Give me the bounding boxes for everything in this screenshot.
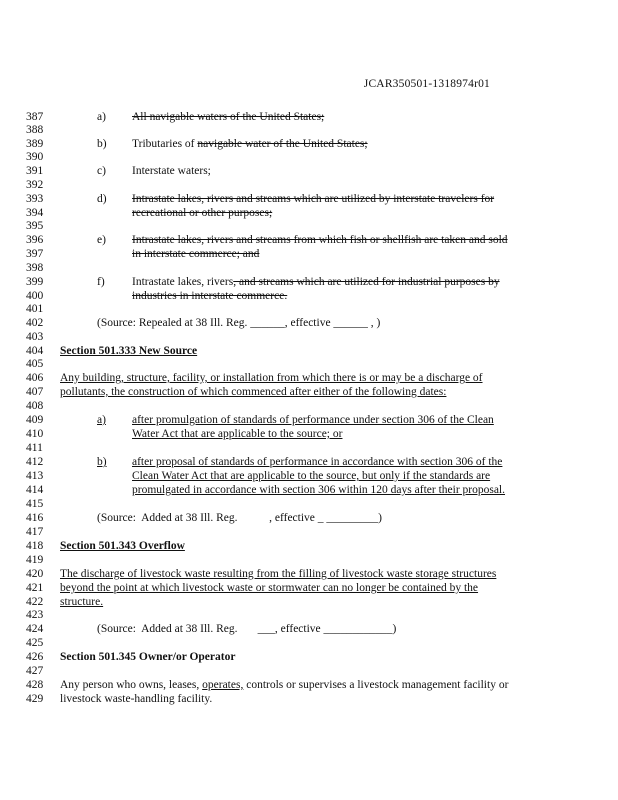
document-id-header: JCAR350501-1318974r01 [363,78,490,90]
line-number: 403 [26,331,44,343]
section-333-a-line2: Water Act that are applicable to the source; or [132,428,343,440]
line-number: 425 [26,637,44,649]
line-number: 409 [26,414,44,426]
section-333-b-line1: after proposal of standards of performance in accordance with section 306 of the [132,456,503,468]
item-c-label: c) [97,165,106,177]
line-number: 393 [26,193,44,205]
line-number: 424 [26,623,44,635]
section-333-b-label: b) [97,456,107,468]
item-d-label: d) [97,193,107,205]
source-repealed: (Source: Repealed at 38 Ill. Reg. ______, effective ______ , ) [97,317,381,329]
item-a-text: All navigable waters of the United States; [132,111,325,123]
section-333-a-line1: after promulgation of standards of performance under section 306 of the Clean [132,414,494,426]
section-345-line2: livestock waste-handling facility. [60,693,213,705]
line-number: 395 [26,220,44,232]
line-number: 410 [26,428,44,440]
line-number: 401 [26,303,44,315]
item-f-line1-strike: , and streams which are utilized for industrial purposes by [233,276,500,288]
line-number: 408 [26,400,44,412]
line-number: 412 [26,456,44,468]
line-number: 411 [26,442,43,454]
line-number: 404 [26,345,44,357]
line-number: 387 [26,111,44,123]
section-345-title: Section 501.345 Owner/or Operator [60,651,236,663]
line-number: 418 [26,540,44,552]
section-343-line1: The discharge of livestock waste resulting from the filling of livestock waste storage structures [60,568,497,580]
item-a-label: a) [97,111,106,123]
line-number: 405 [26,358,44,370]
item-d-line1: Intrastate lakes, rivers and streams which are utilized by interstate travelers for [132,193,495,205]
line-number: 429 [26,693,44,705]
line-number: 415 [26,498,44,510]
section-343-source: (Source: Added at 38 Ill. Reg. ___, effective ____________) [97,623,397,635]
section-333-para-line2: pollutants, the construction of which commenced after either of the following dates: [60,386,447,398]
line-number: 407 [26,386,44,398]
item-f-line1-plain: Intrastate lakes, rivers [132,276,234,288]
item-c-text: Interstate waters; [132,165,211,177]
section-345-line1 [60,680,508,692]
item-e-label: e) [97,234,106,246]
line-number: 396 [26,234,44,246]
section-345-line1-a: Any person who owns, leases, [60,679,203,691]
item-f-line2: industries in interstate commerce. [132,290,288,302]
section-333-source-text: (Source: Added at 38 Ill. Reg. , effective [97,512,318,524]
section-343-line2: beyond the point at which livestock waste or stormwater can no longer be contained by the [60,582,479,594]
line-number: 397 [26,248,44,260]
line-number: 388 [26,124,44,136]
line-number: 427 [26,665,44,677]
item-d-line2: recreational or other purposes; [132,207,273,219]
line-number: 399 [26,276,44,288]
line-number: 426 [26,651,44,663]
item-b-text [132,139,368,151]
item-e-line2: in interstate commerce; and [132,248,260,260]
line-number: 419 [26,554,44,566]
line-number: 428 [26,679,44,691]
item-b-plain: Tributaries of [132,138,198,150]
line-number: 423 [26,609,44,621]
item-f-label: f) [97,276,105,288]
item-b-strike: navigable water of the United States; [197,138,368,150]
section-343-title: Section 501.343 Overflow [60,540,185,552]
line-number: 406 [26,372,44,384]
section-333-b-line3: promulgated in accordance with section 306 within 120 days after their proposal. [132,484,506,496]
line-number: 417 [26,526,44,538]
section-333-para-line1: Any building, structure, facility, or installation from which there is or may be a discharge of [60,372,483,384]
line-number: 421 [26,582,44,594]
line-number: 390 [26,151,44,163]
item-e-line1: Intrastate lakes, rivers and streams from which fish or shellfish are taken and sold [132,234,508,246]
section-333-source-blank: _ _________) [317,512,383,524]
section-343-line3: structure. [60,596,104,608]
line-number: 413 [26,470,44,482]
line-number: 389 [26,138,44,150]
item-f-line1 [132,277,500,289]
line-number: 420 [26,568,44,580]
line-number: 402 [26,317,44,329]
line-number: 391 [26,165,44,177]
line-number: 392 [26,179,44,191]
line-number: 414 [26,484,44,496]
item-b-label: b) [97,138,107,150]
section-345-line1-c: controls or supervises a livestock management facility or [243,679,509,691]
section-333-source [97,513,382,525]
section-333-title: Section 501.333 New Source [60,345,198,357]
section-345-line1-operates: operates, [202,679,244,691]
section-333-a-label: a) [97,414,106,426]
line-number: 400 [26,290,44,302]
section-333-b-line2: Clean Water Act that are applicable to the source, but only if the standards are [132,470,491,482]
line-number: 394 [26,207,44,219]
line-number: 422 [26,596,44,608]
line-number: 416 [26,512,44,524]
line-number: 398 [26,262,44,274]
